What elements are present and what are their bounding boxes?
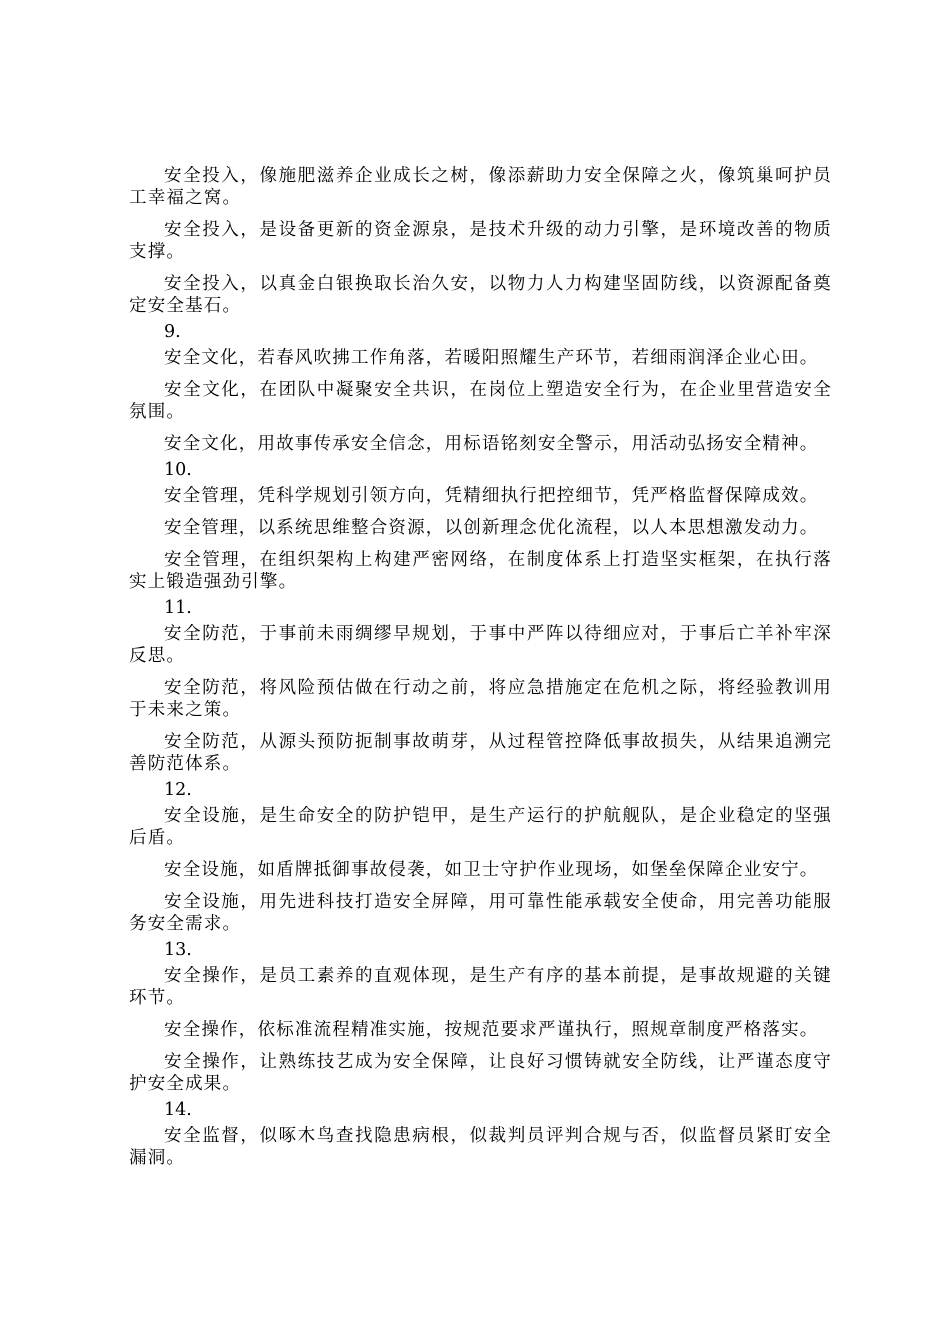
- section-number: 13.: [164, 940, 192, 960]
- paragraph: 安全操作，是员工素养的直观体现，是生产有序的基本前提，是事故规避的关键环节。: [129, 966, 832, 1008]
- paragraph: 安全文化，若春风吹拂工作角落，若暖阳照耀生产环节，若细雨润泽企业心田。: [164, 348, 819, 368]
- paragraph: 安全管理，以系统思维整合资源，以创新理念优化流程，以人本思想激发动力。: [164, 518, 819, 538]
- paragraph: 安全设施，用先进科技打造安全屏障，用可靠性能承载安全使命，用完善功能服务安全需求。: [129, 892, 832, 934]
- paragraph: 安全设施，如盾牌抵御事故侵袭，如卫士守护作业现场，如堡垒保障企业安宁。: [164, 860, 819, 880]
- section-number: 9.: [164, 322, 181, 342]
- paragraph: 安全管理，凭科学规划引领方向，凭精细执行把控细节，凭严格监督保障成效。: [164, 486, 819, 506]
- paragraph: 安全防范，将风险预估做在行动之前，将应急措施定在危机之际，将经验教训用于未来之策。: [129, 678, 832, 720]
- paragraph: 安全设施，是生命安全的防护铠甲，是生产运行的护航舰队，是企业稳定的坚强后盾。: [129, 806, 832, 848]
- paragraph: 安全投入，是设备更新的资金源泉，是技术升级的动力引擎，是环境改善的物质支撑。: [129, 220, 832, 262]
- paragraph: 安全文化，用故事传承安全信念，用标语铭刻安全警示，用活动弘扬安全精神。: [164, 434, 819, 454]
- document-body: [129, 165, 832, 1179]
- paragraph: 安全操作，让熟练技艺成为安全保障，让良好习惯铸就安全防线，让严谨态度守护安全成果。: [129, 1052, 832, 1094]
- paragraph: 安全操作，依标准流程精准实施，按规范要求严谨执行，照规章制度严格落实。: [164, 1020, 819, 1040]
- paragraph: 安全投入，以真金白银换取长治久安，以物力人力构建坚固防线，以资源配备奠定安全基石。: [129, 274, 832, 316]
- section-number: 11.: [164, 598, 192, 618]
- section-number: 14.: [164, 1100, 192, 1120]
- paragraph: 安全监督，似啄木鸟查找隐患病根，似裁判员评判合规与否，似监督员紧盯安全漏洞。: [129, 1126, 832, 1168]
- paragraph: 安全投入，像施肥滋养企业成长之树，像添薪助力安全保障之火，像筑巢呵护员工幸福之窝。: [129, 166, 832, 208]
- section-number: 12.: [164, 780, 192, 800]
- paragraph: 安全文化，在团队中凝聚安全共识，在岗位上塑造安全行为，在企业里营造安全氛围。: [129, 380, 832, 422]
- paragraph: 安全防范，从源头预防扼制事故萌芽，从过程管控降低事故损失，从结果追溯完善防范体系。: [129, 732, 832, 774]
- paragraph: 安全防范，于事前未雨绸缪早规划，于事中严阵以待细应对，于事后亡羊补牢深反思。: [129, 624, 832, 666]
- paragraph: 安全管理，在组织架构上构建严密网络，在制度体系上打造坚实框架，在执行落实上锻造强劲引擎。: [129, 550, 832, 592]
- section-number: 10.: [164, 460, 192, 480]
